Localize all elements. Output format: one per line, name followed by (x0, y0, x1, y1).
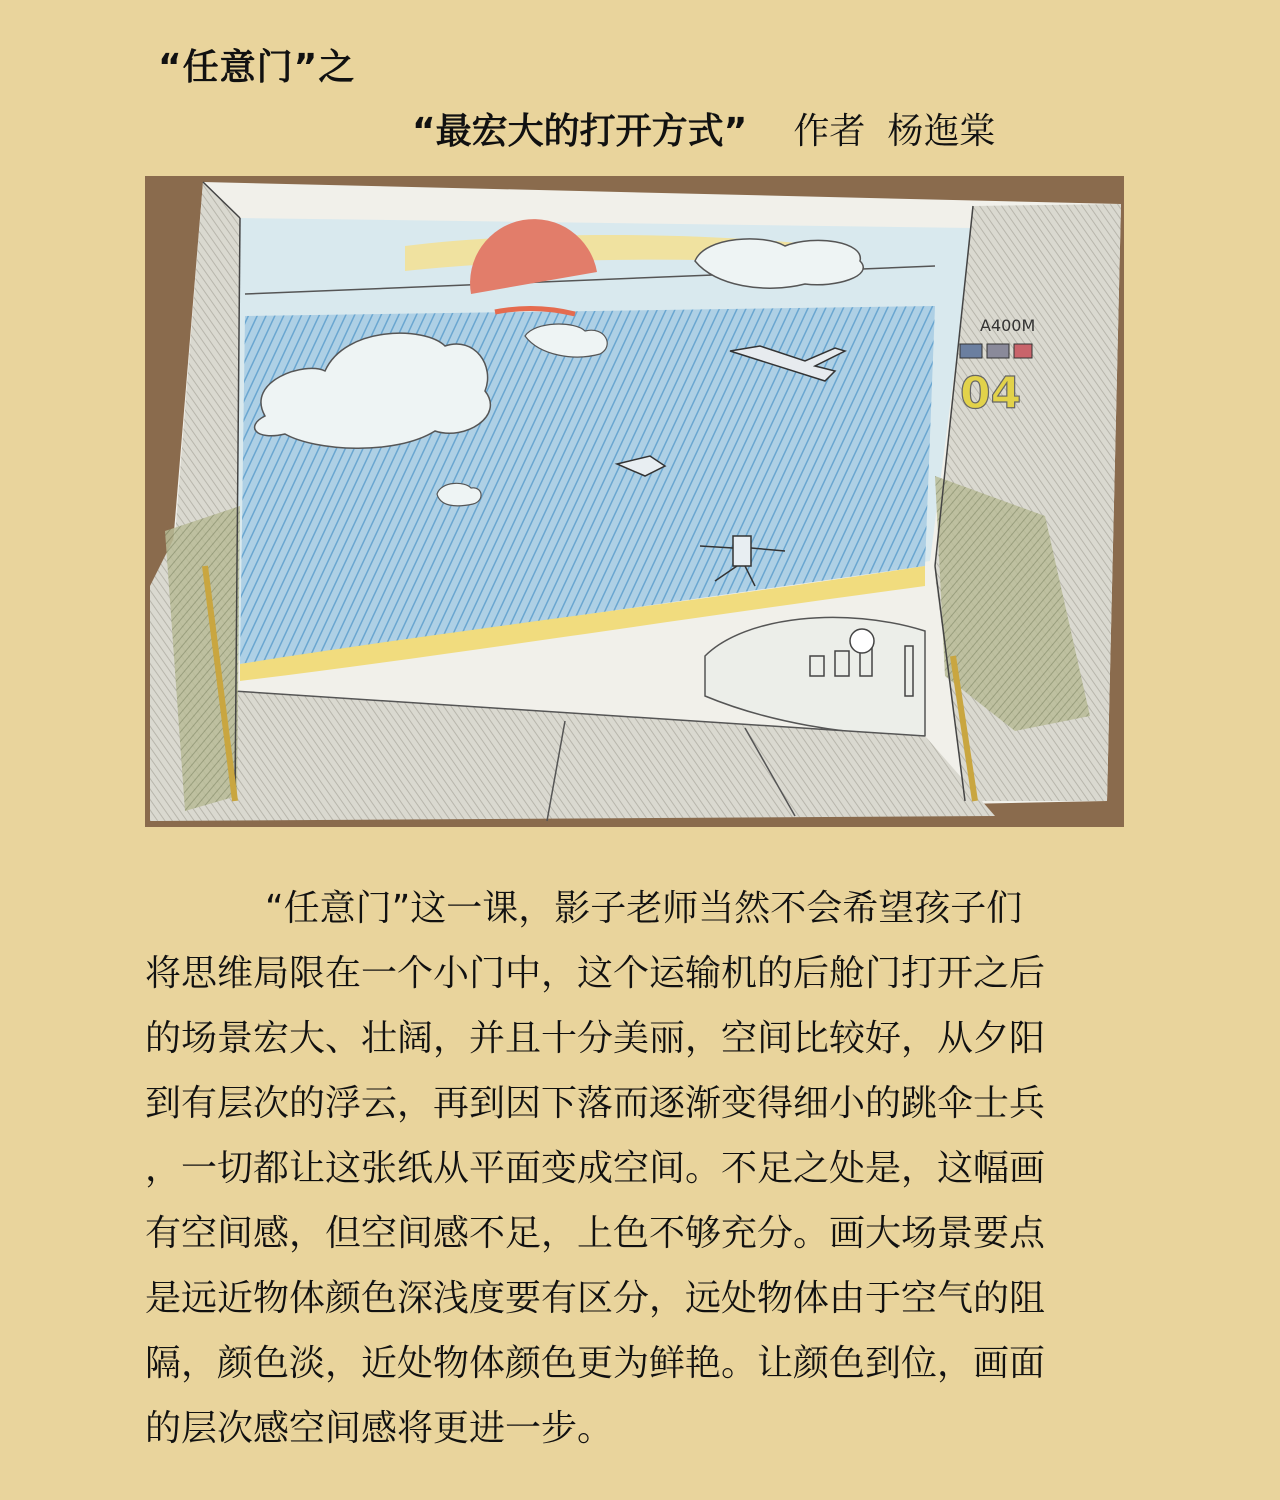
author-label: 作者 (793, 111, 866, 152)
article-line: 有空间感，但空间感不足，上色不够充分。画大场景要点 (145, 1213, 1046, 1254)
parachute (850, 629, 874, 653)
article-line: “任意门”这一课，影子老师当然不会希望孩子们 (265, 888, 1023, 929)
article-line: 的场景宏大、壮阔，并且十分美丽，空间比较好，从夕阳 (145, 1018, 1046, 1059)
article-line: 将思维局限在一个小门中，这个运输机的后舱门打开之后 (145, 953, 1046, 994)
article-line: ，一切都让这张纸从平面变成空间。不足之处是，这幅画 (145, 1148, 1046, 1189)
plane-number-marking: 04 (960, 368, 1022, 419)
title-line-2 (412, 108, 995, 156)
article-line: 到有层次的浮云，再到因下落而逐渐变得细小的跳伞士兵 (145, 1083, 1046, 1124)
artwork-drawing (145, 176, 1124, 827)
flag-marking-1 (960, 344, 982, 358)
flag-marking-3 (1014, 344, 1032, 358)
author-name: 杨迤棠 (887, 111, 996, 152)
article-line: 是远近物体颜色深浅度要有区分，远处物体由于空气的阻 (145, 1278, 1046, 1319)
article-line: 隔，颜色淡，近处物体颜色更为鲜艳。让颜色到位，画面 (145, 1343, 1046, 1384)
flag-marking-2 (987, 344, 1009, 358)
article-body (145, 876, 1125, 1461)
article-line: 的层次感空间感将更进一步。 (145, 1408, 614, 1449)
title-line-1: “任意门”之 (158, 47, 356, 88)
artwork-title: “最宏大的打开方式” (412, 111, 748, 152)
artwork-photo (145, 176, 1124, 827)
plane-model-marking: A400M (980, 316, 1036, 335)
